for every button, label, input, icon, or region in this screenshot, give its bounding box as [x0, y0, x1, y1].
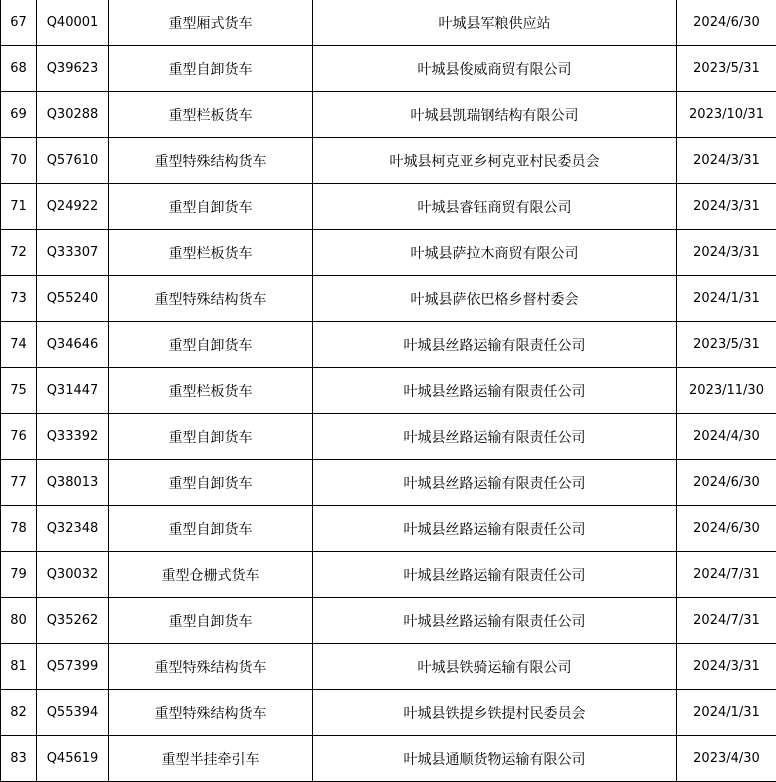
- cell-plate: Q45619: [37, 736, 109, 782]
- cell-date: 2024/3/31: [677, 644, 776, 690]
- cell-owner: 叶城县柯克亚乡柯克亚村民委员会: [313, 138, 677, 184]
- cell-vehicle-type: 重型自卸货车: [109, 506, 313, 552]
- cell-owner: 叶城县睿钰商贸有限公司: [313, 184, 677, 230]
- cell-vehicle-type: 重型厢式货车: [109, 0, 313, 46]
- cell-vehicle-type: 重型自卸货车: [109, 46, 313, 92]
- cell-plate: Q32348: [37, 506, 109, 552]
- cell-plate: Q55240: [37, 276, 109, 322]
- cell-date: 2024/1/31: [677, 276, 776, 322]
- cell-date: 2024/6/30: [677, 506, 776, 552]
- cell-vehicle-type: 重型特殊结构货车: [109, 138, 313, 184]
- table-row: [1, 414, 776, 460]
- cell-vehicle-type: 重型自卸货车: [109, 460, 313, 506]
- cell-date: 2023/11/30: [677, 368, 776, 414]
- cell-vehicle-type: 重型自卸货车: [109, 184, 313, 230]
- table-row: [1, 184, 776, 230]
- cell-vehicle-type: 重型半挂牵引车: [109, 736, 313, 782]
- cell-vehicle-type: 重型栏板货车: [109, 368, 313, 414]
- cell-date: 2024/1/31: [677, 690, 776, 736]
- cell-owner: 叶城县萨拉木商贸有限公司: [313, 230, 677, 276]
- table-row: [1, 598, 776, 644]
- table-row: [1, 736, 776, 782]
- cell-index: 70: [1, 138, 37, 184]
- table-row: [1, 276, 776, 322]
- cell-index: 82: [1, 690, 37, 736]
- cell-plate: Q24922: [37, 184, 109, 230]
- cell-plate: Q30288: [37, 92, 109, 138]
- cell-index: 74: [1, 322, 37, 368]
- table-row: [1, 690, 776, 736]
- cell-vehicle-type: 重型特殊结构货车: [109, 276, 313, 322]
- cell-vehicle-type: 重型特殊结构货车: [109, 690, 313, 736]
- table-row: [1, 138, 776, 184]
- table-row: [1, 506, 776, 552]
- cell-index: 71: [1, 184, 37, 230]
- cell-index: 69: [1, 92, 37, 138]
- cell-date: 2023/4/30: [677, 736, 776, 782]
- cell-index: 72: [1, 230, 37, 276]
- cell-index: 67: [1, 0, 37, 46]
- cell-date: 2023/5/31: [677, 46, 776, 92]
- cell-owner: 叶城县丝路运输有限责任公司: [313, 368, 677, 414]
- cell-plate: Q30032: [37, 552, 109, 598]
- cell-owner: 叶城县丝路运输有限责任公司: [313, 506, 677, 552]
- cell-owner: 叶城县通顺货物运输有限公司: [313, 736, 677, 782]
- cell-owner: 叶城县丝路运输有限责任公司: [313, 460, 677, 506]
- cell-plate: Q33307: [37, 230, 109, 276]
- table-body: [1, 0, 776, 782]
- cell-index: 80: [1, 598, 37, 644]
- cell-plate: Q40001: [37, 0, 109, 46]
- cell-date: 2023/5/31: [677, 322, 776, 368]
- cell-plate: Q38013: [37, 460, 109, 506]
- cell-plate: Q39623: [37, 46, 109, 92]
- cell-plate: Q35262: [37, 598, 109, 644]
- table-row: [1, 368, 776, 414]
- cell-index: 77: [1, 460, 37, 506]
- table-row: [1, 0, 776, 46]
- cell-owner: 叶城县丝路运输有限责任公司: [313, 598, 677, 644]
- table-row: [1, 46, 776, 92]
- cell-plate: Q34646: [37, 322, 109, 368]
- cell-owner: 叶城县丝路运输有限责任公司: [313, 322, 677, 368]
- cell-owner: 叶城县铁提乡铁提村民委员会: [313, 690, 677, 736]
- cell-date: 2023/10/31: [677, 92, 776, 138]
- table-row: [1, 644, 776, 690]
- cell-index: 68: [1, 46, 37, 92]
- table-row: [1, 322, 776, 368]
- cell-index: 76: [1, 414, 37, 460]
- cell-vehicle-type: 重型栏板货车: [109, 230, 313, 276]
- cell-vehicle-type: 重型自卸货车: [109, 598, 313, 644]
- cell-index: 83: [1, 736, 37, 782]
- cell-index: 79: [1, 552, 37, 598]
- cell-plate: Q31447: [37, 368, 109, 414]
- table-row: [1, 552, 776, 598]
- cell-index: 73: [1, 276, 37, 322]
- cell-plate: Q55394: [37, 690, 109, 736]
- cell-plate: Q33392: [37, 414, 109, 460]
- cell-index: 81: [1, 644, 37, 690]
- cell-owner: 叶城县军粮供应站: [313, 0, 677, 46]
- cell-index: 78: [1, 506, 37, 552]
- cell-plate: Q57399: [37, 644, 109, 690]
- cell-vehicle-type: 重型特殊结构货车: [109, 644, 313, 690]
- cell-date: 2024/4/30: [677, 414, 776, 460]
- cell-owner: 叶城县铁骑运输有限公司: [313, 644, 677, 690]
- cell-owner: 叶城县凯瑞钢结构有限公司: [313, 92, 677, 138]
- cell-vehicle-type: 重型栏板货车: [109, 92, 313, 138]
- cell-owner: 叶城县丝路运输有限责任公司: [313, 552, 677, 598]
- cell-vehicle-type: 重型自卸货车: [109, 414, 313, 460]
- cell-owner: 叶城县萨依巴格乡督村委会: [313, 276, 677, 322]
- cell-date: 2024/3/31: [677, 230, 776, 276]
- table-row: [1, 92, 776, 138]
- cell-date: 2024/6/30: [677, 0, 776, 46]
- cell-vehicle-type: 重型仓栅式货车: [109, 552, 313, 598]
- table-row: [1, 460, 776, 506]
- cell-date: 2024/6/30: [677, 460, 776, 506]
- table-row: [1, 230, 776, 276]
- cell-date: 2024/7/31: [677, 552, 776, 598]
- cell-owner: 叶城县丝路运输有限责任公司: [313, 414, 677, 460]
- cell-index: 75: [1, 368, 37, 414]
- cell-vehicle-type: 重型自卸货车: [109, 322, 313, 368]
- cell-plate: Q57610: [37, 138, 109, 184]
- cell-owner: 叶城县俊威商贸有限公司: [313, 46, 677, 92]
- cell-date: 2024/3/31: [677, 184, 776, 230]
- cell-date: 2024/3/31: [677, 138, 776, 184]
- cell-date: 2024/7/31: [677, 598, 776, 644]
